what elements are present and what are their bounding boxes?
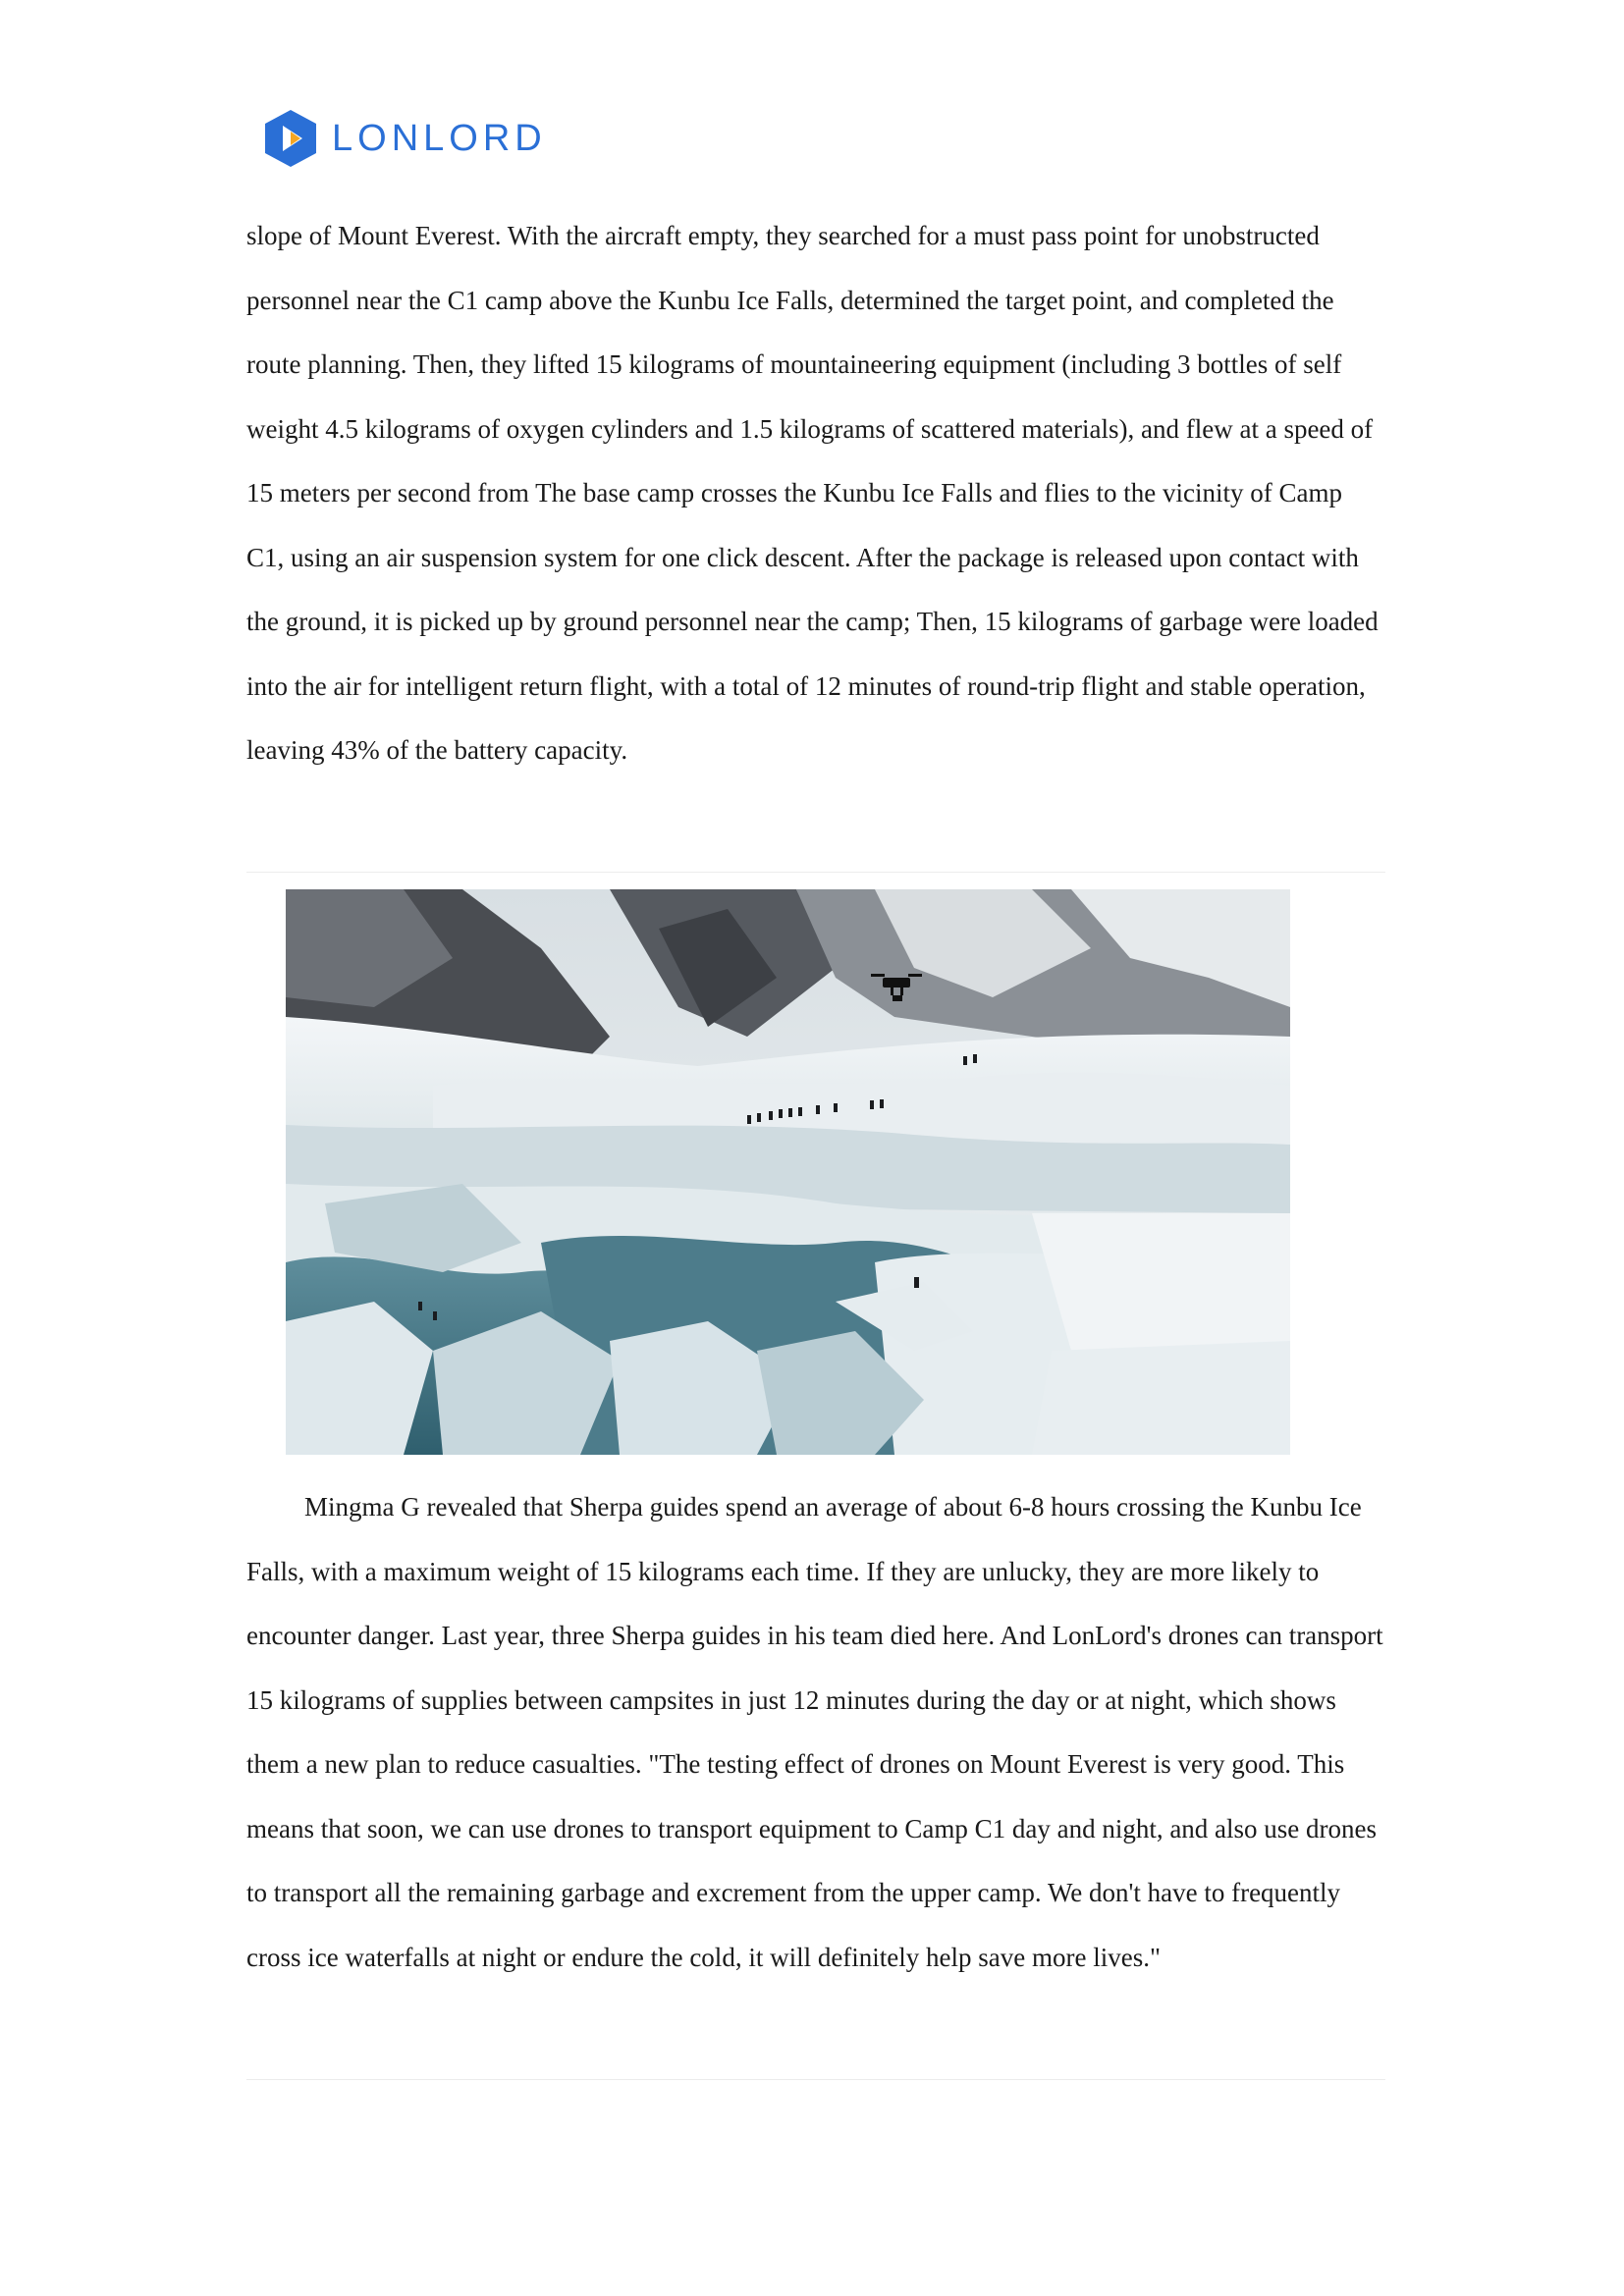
everest-icefall-drone-photo bbox=[286, 889, 1290, 1455]
brand-logo bbox=[263, 108, 547, 169]
brand-name: LONLORD bbox=[332, 117, 547, 159]
lonlord-hexagon-icon bbox=[263, 108, 318, 169]
divider bbox=[246, 872, 1385, 873]
divider bbox=[246, 2079, 1385, 2080]
body-paragraph-2: Mingma G revealed that Sherpa guides spend an average of about 6-8 hours crossing the Kunbu Ice Falls, with a maximum weight of 15 kilograms each time. If they are unlucky, they are more likely to encounter danger. Last year, three Sherpa guides in his team died here. And LonLord's drones can transport 15 kilograms of supplies between campsites in just 12 minutes during the day or at night, which shows them a new plan to reduce casualties. "The testing effect of drones on Mount Everest is very good. This means that soon, we can use drones to transport equipment to Camp C1 day and night, and also use drones to transport all the remaining garbage and excrement from the upper camp. We don't have to frequently cross ice waterfalls at night or endure the cold, it will definitely help save more lives." bbox=[246, 1492, 1383, 1972]
body-paragraph-1: slope of Mount Everest. With the aircraft empty, they searched for a must pass point for unobstructed personnel near the C1 camp above the Kunbu Ice Falls, determined the target point, and completed the route planning. Then, they lifted 15 kilograms of mountaineering equipment (including 3 bottles of self weight 4.5 kilograms of oxygen cylinders and 1.5 kilograms of scattered materials), and flew at a speed of 15 meters per second from The base camp crosses the Kunbu Ice Falls and flies to the vicinity of Camp C1, using an air suspension system for one click descent. After the package is released upon contact with the ground, it is picked up by ground personnel near the camp; Then, 15 kilograms of garbage were loaded into the air for intelligent return flight, with a total of 12 minutes of round-trip flight and stable operation, leaving 43% of the battery capacity. bbox=[246, 221, 1379, 765]
